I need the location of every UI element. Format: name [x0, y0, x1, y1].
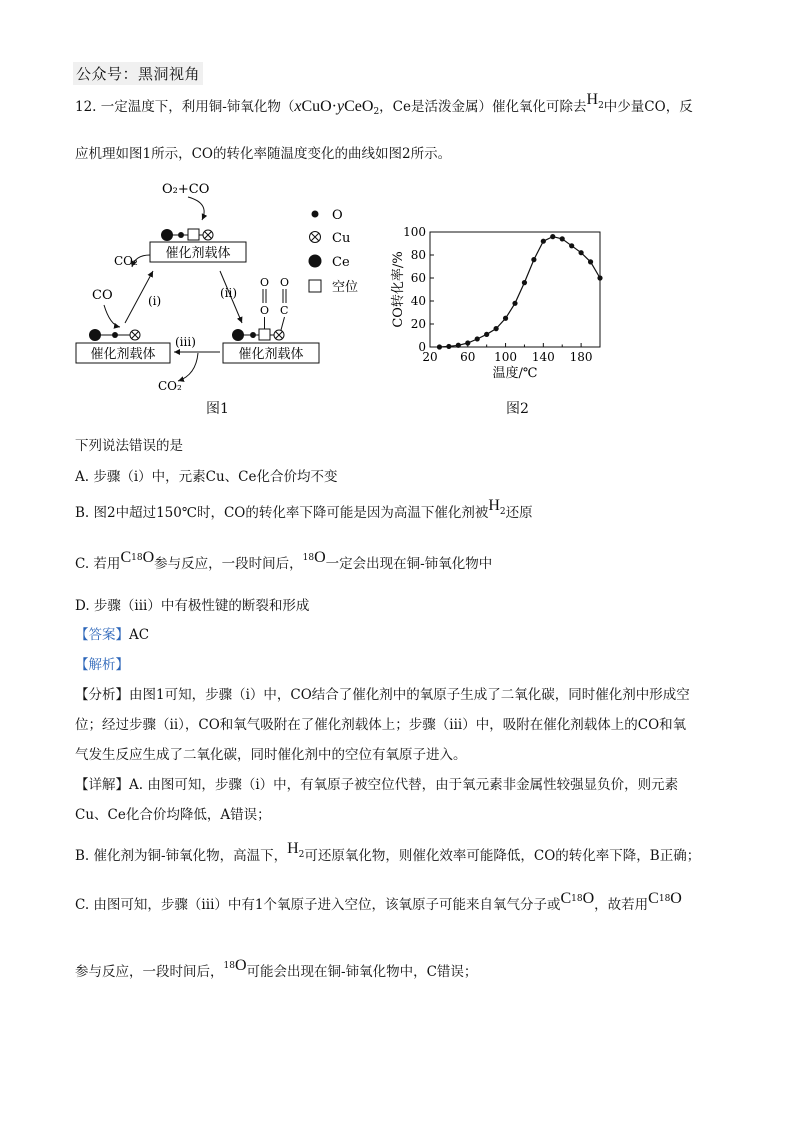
- data-point: [484, 332, 489, 337]
- data-point: [588, 259, 593, 264]
- detail-b-text: B. 催化剂为铜-铈氧化物，高温下，: [75, 848, 288, 864]
- co2-bottom-label: CO₂: [158, 379, 182, 393]
- y-tick-label: 80: [410, 248, 426, 262]
- y-tick-label: 20: [410, 317, 426, 331]
- question-line-2: 应机理如图1所示，CO的转化率随温度变化的曲线如图2所示。: [75, 146, 452, 162]
- legend-ce-label: Ce: [332, 255, 350, 270]
- y-tick-label: 100: [403, 225, 426, 239]
- formula-ceo: CeO: [344, 98, 374, 115]
- c18o-o: O: [142, 549, 155, 566]
- co2-top-label: CO₂: [114, 254, 138, 268]
- detail-a1: A. 由图可知，步骤（i）中，有氧原子被空位代替，由于氧元素非金属性较强显负价，则元素: [129, 777, 679, 793]
- carrier-label-left: 催化剂载体: [90, 347, 156, 362]
- detail-line-a2: Cu、Ce化合价均降低，A错误；: [75, 807, 271, 823]
- data-point: [465, 340, 470, 345]
- legend-o-symbol: [312, 211, 319, 218]
- data-point: [560, 236, 565, 241]
- question-text-a: 12. 一定温度下，利用铜-铈氧化物（: [75, 99, 295, 115]
- co-left-label: CO: [92, 288, 113, 303]
- top-input-arrow: [188, 197, 204, 220]
- data-point: [494, 326, 499, 331]
- series-line: [439, 237, 600, 347]
- o18-o: O: [314, 549, 326, 566]
- answer-label: 【答案】: [75, 627, 129, 643]
- option-b: [75, 497, 533, 525]
- detail-b-text-end: 可还原氧化物，则催化效率可能降低，CO的转化率下降，B正确；: [304, 848, 701, 864]
- adsorbed-o-upper: O: [260, 276, 270, 289]
- figure-1-caption: 图1: [206, 401, 229, 417]
- question-text-b: ，Ce是活泼金属）催化氧化可除去: [379, 99, 587, 115]
- formula-cuo: CuO: [301, 98, 332, 115]
- plot-frame: [430, 232, 600, 347]
- detail-label: 【详解】: [75, 777, 129, 793]
- h2-symbol: H: [488, 497, 500, 514]
- o-atom-right: [250, 332, 256, 338]
- co-left-arrow: [104, 305, 120, 327]
- h2-sub: 2: [499, 507, 506, 517]
- c18o-c: C: [560, 890, 572, 907]
- o18-sup: 18: [223, 961, 235, 971]
- h2-symbol: H: [287, 840, 299, 857]
- c18o-c: C: [648, 890, 659, 907]
- h2-sub: 2: [298, 850, 305, 860]
- adsorbed-c: C: [280, 304, 289, 317]
- answer-value: AC: [129, 627, 150, 643]
- option-c-mid: 参与反应，一段时间后，: [154, 556, 303, 572]
- option-c: [75, 549, 493, 576]
- option-b-text: B. 图2中超过150℃时，CO的转化率下降可能是因为高温下催化剂被: [75, 505, 489, 521]
- data-point: [456, 343, 461, 348]
- c18o-c: C: [120, 549, 132, 566]
- h2-sub: 2: [598, 101, 604, 111]
- ce-atom-left: [89, 329, 101, 341]
- adsorbed-o-co: O: [280, 276, 290, 289]
- data-point: [579, 250, 584, 255]
- data-point: [437, 344, 442, 349]
- analysis-line-3: 气发生反应生成了二氧化碳，同时催化剂中的空位有氧原子进入。: [75, 747, 467, 763]
- x-tick-label: 140: [531, 350, 555, 364]
- x-tick-label: 100: [494, 350, 518, 364]
- o18-o: O: [234, 957, 247, 974]
- data-point: [446, 344, 451, 349]
- answer-line: [75, 625, 149, 645]
- watermark: 公众号：黑洞视角: [73, 62, 203, 85]
- formula-dot: ·: [331, 98, 337, 115]
- legend-vacancy-label: 空位: [332, 280, 359, 295]
- data-point: [550, 234, 555, 239]
- c18o-o: O: [670, 890, 682, 907]
- ce-atom-top: [161, 229, 173, 241]
- y-tick-label: 0: [418, 340, 426, 354]
- option-c-text: C. 若用: [75, 556, 121, 572]
- legend-vacancy-symbol: [309, 280, 321, 292]
- x-tick-label: 20: [422, 350, 438, 364]
- carrier-label-top: 催化剂载体: [165, 246, 231, 261]
- y-tick-label: 40: [410, 294, 426, 308]
- carrier-label-right: 催化剂载体: [238, 347, 304, 362]
- detail-c2-text: 参与反应，一段时间后，: [75, 964, 224, 980]
- data-point: [475, 336, 480, 341]
- o-atom-top: [178, 232, 184, 238]
- option-d: D. 步骤（iii）中有极性键的断裂和形成: [75, 598, 310, 614]
- data-point: [512, 301, 517, 306]
- detail-line-c2: [75, 957, 478, 984]
- analysis-line-1: [75, 685, 690, 705]
- legend-ce-symbol: [309, 255, 322, 268]
- ce-atom-right: [232, 329, 244, 341]
- figure-2-chart: [385, 220, 625, 400]
- data-point: [503, 316, 508, 321]
- figure-2-caption: 图2: [506, 401, 529, 417]
- detail-line-b: [75, 840, 701, 868]
- chart-axes: [391, 225, 600, 381]
- bond: [281, 317, 285, 330]
- o18-sup: 18: [302, 553, 315, 563]
- question-line-1: [75, 91, 693, 119]
- vacancy-top: [188, 229, 199, 240]
- c18o-sup: 18: [658, 894, 671, 904]
- data-point: [531, 257, 536, 262]
- step-i-label: (i): [148, 294, 162, 308]
- data-point: [597, 275, 602, 280]
- data-point: [522, 280, 527, 285]
- x-axis-label: 温度/℃: [492, 366, 538, 381]
- o-atom-left: [112, 332, 118, 338]
- option-b-text-end: 还原: [505, 505, 533, 521]
- option-a: A. 步骤（i）中，元素Cu、Ce化合价均不变: [75, 469, 338, 485]
- formula-y: y: [337, 98, 345, 115]
- detail-line-a1: [75, 775, 678, 795]
- detail-line-c1: [75, 890, 682, 917]
- analysis-line-2: 位；经过步骤（ii），CO和氧气吸附在了催化剂载体上；步骤（iii）中，吸附在催化剂载体上的CO和氧: [75, 717, 687, 733]
- formula-x: x: [294, 98, 302, 115]
- figure-1-mechanism: [70, 175, 380, 425]
- analysis-label: 【分析】: [75, 687, 129, 703]
- co2-bottom-arrow: [178, 353, 198, 381]
- step-ii-label: (ii): [220, 286, 238, 300]
- chart-marks: [437, 234, 603, 350]
- analysis-heading: 【解析】: [75, 657, 129, 673]
- option-c-text-end: 一定会出现在铜-铈氧化物中: [325, 556, 493, 572]
- legend-cu-label: Cu: [332, 231, 351, 246]
- detail-c2-text-end: 可能会出现在铜-铈氧化物中，C错误；: [246, 964, 478, 980]
- top-input-label: O₂+CO: [162, 182, 210, 197]
- c18o-sup: 18: [571, 894, 583, 904]
- formula-ceo-sub: 2: [373, 107, 380, 117]
- adsorbed-o-lower: O: [260, 304, 270, 317]
- x-tick-label: 180: [569, 350, 593, 364]
- vacancy-right: [259, 329, 270, 340]
- detail-c-mid: ，故若用: [594, 897, 649, 913]
- y-tick-label: 60: [410, 271, 426, 285]
- analysis-text-1: 由图1可知，步骤（i）中，CO结合了催化剂中的氧原子生成了二氧化碳，同时催化剂中形成空: [129, 687, 690, 703]
- legend-o-label: O: [332, 208, 343, 223]
- step-iii-label: (iii): [175, 335, 196, 349]
- data-point: [569, 243, 574, 248]
- c18o-o: O: [582, 890, 595, 907]
- prompt-text: 下列说法错误的是: [75, 438, 183, 454]
- detail-c-text: C. 由图可知，步骤（iii）中有1个氧原子进入空位，该氧原子可能来自氧气分子或: [75, 897, 561, 913]
- x-tick-label: 60: [460, 350, 476, 364]
- c18o-sup: 18: [131, 553, 143, 563]
- data-point: [541, 239, 546, 244]
- question-text-c: 中少量CO，反: [603, 99, 693, 115]
- h2-symbol: H: [586, 91, 599, 108]
- y-axis-label: CO转化率/%: [391, 251, 406, 328]
